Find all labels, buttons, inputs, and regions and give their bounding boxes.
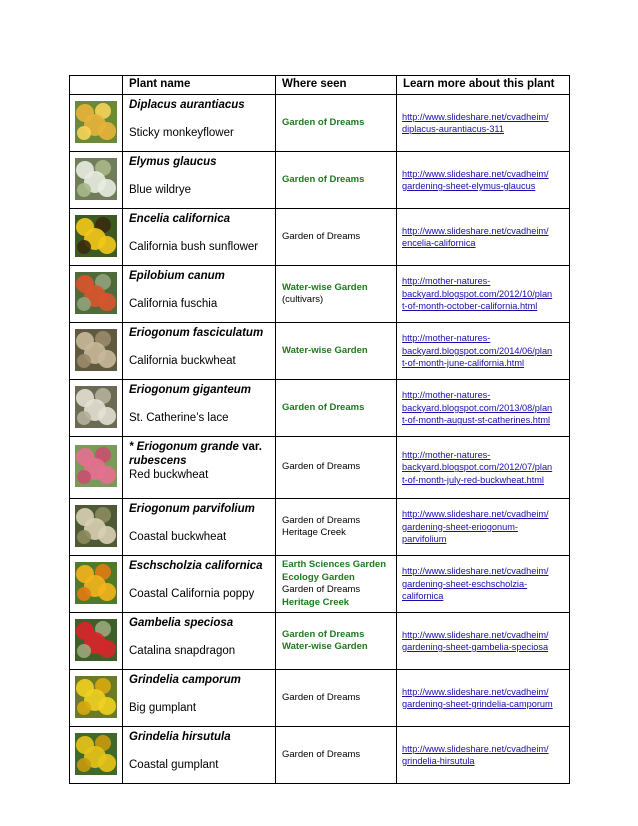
learn-more-cell xyxy=(397,209,570,266)
scientific-name-variety: rubescens xyxy=(129,455,187,467)
header-where-seen: Where seen xyxy=(276,76,397,95)
table-row xyxy=(70,266,570,323)
learn-more-cell xyxy=(397,152,570,209)
link-line[interactable]: t-of-month-august-st-catherines.html xyxy=(402,415,551,426)
plant-photo xyxy=(75,445,117,487)
learn-more-link[interactable] xyxy=(402,450,552,485)
plant-name-cell xyxy=(123,613,276,670)
common-name: St. Catherine’s lace xyxy=(129,412,229,424)
link-line[interactable]: http://www.slideshare.net/cvadheim/ xyxy=(402,566,549,577)
learn-more-cell xyxy=(397,727,570,784)
common-name: Coastal buckwheat xyxy=(129,531,227,543)
scientific-name: Gambelia speciosa xyxy=(129,617,234,629)
learn-more-cell xyxy=(397,613,570,670)
garden-location: Garden of Dreams xyxy=(282,691,361,703)
garden-location: Garden of Dreams xyxy=(282,514,361,526)
garden-location: Garden of Dreams xyxy=(282,230,361,242)
plant-name-cell xyxy=(123,556,276,613)
plant-name-cell xyxy=(123,95,276,152)
learn-more-link[interactable] xyxy=(402,333,552,368)
image-cell xyxy=(70,152,123,209)
plant-photo xyxy=(75,619,117,661)
link-line[interactable]: gardening-sheet-eschscholzia- xyxy=(402,578,528,589)
scientific-name: Epilobium canum xyxy=(129,270,225,282)
garden-location: Garden of Dreams xyxy=(282,461,361,473)
link-line[interactable]: t-of-month-july-red-buckwheat.html xyxy=(402,474,544,485)
table-row xyxy=(70,209,570,266)
common-name: Coastal California poppy xyxy=(129,588,255,600)
garden-location: Garden of Dreams xyxy=(282,401,365,413)
where-seen-cell xyxy=(276,499,397,556)
where-seen-cell xyxy=(276,209,397,266)
learn-more-cell xyxy=(397,437,570,499)
learn-more-link[interactable] xyxy=(402,509,549,544)
link-line[interactable]: backyard.blogspot.com/2012/10/plan xyxy=(402,288,553,299)
link-line[interactable]: gardening-sheet-gambelia-speciosa xyxy=(402,642,549,652)
common-name: Catalina snapdragon xyxy=(129,645,236,657)
scientific-name: Eriogonum parvifolium xyxy=(129,503,255,515)
where-seen-cell xyxy=(276,95,397,152)
table-row xyxy=(70,670,570,727)
image-cell xyxy=(70,323,123,380)
link-line[interactable]: californica xyxy=(402,591,444,602)
plant-photo xyxy=(75,386,117,428)
plant-name-cell xyxy=(123,323,276,380)
table-row xyxy=(70,613,570,670)
table-row xyxy=(70,380,570,437)
plant-name-cell xyxy=(123,209,276,266)
scientific-name-genus: * Eriogonum grande xyxy=(129,441,239,453)
learn-more-cell xyxy=(397,556,570,613)
link-line[interactable]: grindelia-hirsutula xyxy=(402,756,475,766)
garden-location: Earth Sciences Garden xyxy=(282,559,387,570)
link-line[interactable]: http://www.slideshare.net/cvadheim/ xyxy=(402,743,549,754)
header-image xyxy=(70,76,123,95)
link-line[interactable]: t-of-month-october-california.html xyxy=(402,301,538,312)
link-line[interactable]: gardening-sheet-eriogonum- xyxy=(402,521,518,532)
link-line[interactable]: http://www.slideshare.net/cvadheim/ xyxy=(402,111,549,122)
image-cell xyxy=(70,437,123,499)
garden-location: Garden of Dreams xyxy=(282,748,361,760)
plant-photo xyxy=(75,272,117,314)
scientific-name: Eriogonum giganteum xyxy=(129,384,252,396)
learn-more-cell xyxy=(397,266,570,323)
link-line[interactable]: http://mother-natures- xyxy=(402,449,491,460)
plant-photo xyxy=(75,329,117,371)
table-row xyxy=(70,152,570,209)
scientific-name-var: var. xyxy=(238,441,262,453)
link-line[interactable]: backyard.blogspot.com/2014/06/plan xyxy=(402,345,553,356)
table-row xyxy=(70,499,570,556)
link-line[interactable]: gardening-sheet-grindelia-camporum xyxy=(402,699,553,709)
link-line[interactable]: http://www.slideshare.net/cvadheim/ xyxy=(402,168,549,179)
scientific-name: Encelia californica xyxy=(129,213,230,225)
common-name: Sticky monkeyflower xyxy=(129,127,234,139)
image-cell xyxy=(70,670,123,727)
link-line[interactable]: http://mother-natures- xyxy=(402,333,491,344)
scientific-name: Diplacus aurantiacus xyxy=(129,99,245,111)
plant-name-cell xyxy=(123,152,276,209)
table-row xyxy=(70,323,570,380)
where-seen-cell xyxy=(276,613,397,670)
where-seen-cell xyxy=(276,670,397,727)
common-name: Coastal gumplant xyxy=(129,759,219,771)
learn-more-cell xyxy=(397,670,570,727)
table-row xyxy=(70,556,570,613)
garden-location: Garden of Dreams xyxy=(282,173,365,185)
where-seen-cell xyxy=(276,437,397,499)
garden-location: Heritage Creek xyxy=(282,596,350,608)
scientific-name: Elymus glaucus xyxy=(129,156,217,168)
common-name: California buckwheat xyxy=(129,355,236,367)
garden-location: Water-wise Garden xyxy=(282,281,368,293)
scientific-name: Grindelia hirsutula xyxy=(129,731,231,743)
learn-more-link[interactable] xyxy=(402,687,553,710)
learn-more-cell xyxy=(397,499,570,556)
table-row xyxy=(70,727,570,784)
table-row xyxy=(70,437,570,499)
plant-name-cell xyxy=(123,499,276,556)
image-cell xyxy=(70,209,123,266)
link-line[interactable]: gardening-sheet-elymus-glaucus xyxy=(402,181,536,191)
image-cell xyxy=(70,380,123,437)
where-seen-cell xyxy=(276,727,397,784)
link-line[interactable]: http://mother-natures- xyxy=(402,390,491,401)
garden-location: Garden of Dreams xyxy=(282,116,365,128)
scientific-name: Grindelia camporum xyxy=(129,674,241,686)
link-line[interactable]: parvifolium xyxy=(402,534,447,545)
learn-more-link[interactable] xyxy=(402,390,552,425)
image-cell xyxy=(70,613,123,670)
common-name: Big gumplant xyxy=(129,702,197,714)
image-cell xyxy=(70,556,123,613)
garden-location: Water-wise Garden xyxy=(282,641,368,652)
where-seen-cell xyxy=(276,380,397,437)
learn-more-cell xyxy=(397,323,570,380)
link-line[interactable]: diplacus-aurantiacus-311 xyxy=(402,124,504,134)
learn-more-link[interactable] xyxy=(402,744,549,767)
common-name: California fuschia xyxy=(129,298,218,310)
link-line[interactable]: http://www.slideshare.net/cvadheim/ xyxy=(402,686,549,697)
scientific-name: Eschscholzia californica xyxy=(129,560,263,572)
learn-more-cell xyxy=(397,95,570,152)
plant-photo xyxy=(75,215,117,257)
plant-name-cell xyxy=(123,670,276,727)
plant-table xyxy=(69,75,570,784)
plant-photo xyxy=(75,505,117,547)
scientific-name: Eriogonum fasciculatum xyxy=(129,327,264,339)
image-cell xyxy=(70,499,123,556)
link-line[interactable]: t-of-month-june-california.html xyxy=(402,358,525,369)
link-line[interactable]: http://www.slideshare.net/cvadheim/ xyxy=(402,225,549,236)
plant-name-cell xyxy=(123,437,276,499)
plant-photo xyxy=(75,101,117,143)
scientific-name xyxy=(129,440,269,468)
learn-more-link[interactable] xyxy=(402,226,549,249)
common-name: Red buckwheat xyxy=(129,469,209,481)
plant-photo xyxy=(75,676,117,718)
image-cell xyxy=(70,727,123,784)
link-line[interactable]: backyard.blogspot.com/2012/07/plan xyxy=(402,462,553,473)
image-cell xyxy=(70,266,123,323)
link-line[interactable]: backyard.blogspot.com/2013/08/plan xyxy=(402,402,553,413)
image-cell xyxy=(70,95,123,152)
link-line[interactable]: encelia-californica xyxy=(402,238,476,248)
link-line[interactable]: http://mother-natures- xyxy=(402,276,491,287)
learn-more-link[interactable] xyxy=(402,169,549,192)
common-name: Blue wildrye xyxy=(129,184,191,196)
common-name: California bush sunflower xyxy=(129,241,259,253)
learn-more-link[interactable] xyxy=(402,276,552,311)
garden-location: (cultivars) xyxy=(282,294,324,305)
where-seen-cell xyxy=(276,152,397,209)
garden-location: Garden of Dreams xyxy=(282,584,361,595)
header-learn-more: Learn more about this plant xyxy=(397,76,570,95)
garden-location: Heritage Creek xyxy=(282,527,346,538)
learn-more-link[interactable] xyxy=(402,566,549,601)
where-seen-cell xyxy=(276,266,397,323)
plant-name-cell xyxy=(123,727,276,784)
plant-photo xyxy=(75,562,117,604)
plant-photo xyxy=(75,158,117,200)
table-row xyxy=(70,95,570,152)
plant-name-cell xyxy=(123,380,276,437)
link-line[interactable]: http://www.slideshare.net/cvadheim/ xyxy=(402,509,549,520)
plant-name-cell xyxy=(123,266,276,323)
garden-location: Ecology Garden xyxy=(282,571,355,583)
learn-more-link[interactable] xyxy=(402,112,549,135)
learn-more-cell xyxy=(397,380,570,437)
learn-more-link[interactable] xyxy=(402,630,549,653)
where-seen-cell xyxy=(276,556,397,613)
plant-photo xyxy=(75,733,117,775)
header-plant-name: Plant name xyxy=(123,76,276,95)
garden-location: Water-wise Garden xyxy=(282,344,368,356)
link-line[interactable]: http://www.slideshare.net/cvadheim/ xyxy=(402,629,549,640)
garden-location: Garden of Dreams xyxy=(282,628,365,640)
header-row xyxy=(70,76,570,95)
where-seen-cell xyxy=(276,323,397,380)
